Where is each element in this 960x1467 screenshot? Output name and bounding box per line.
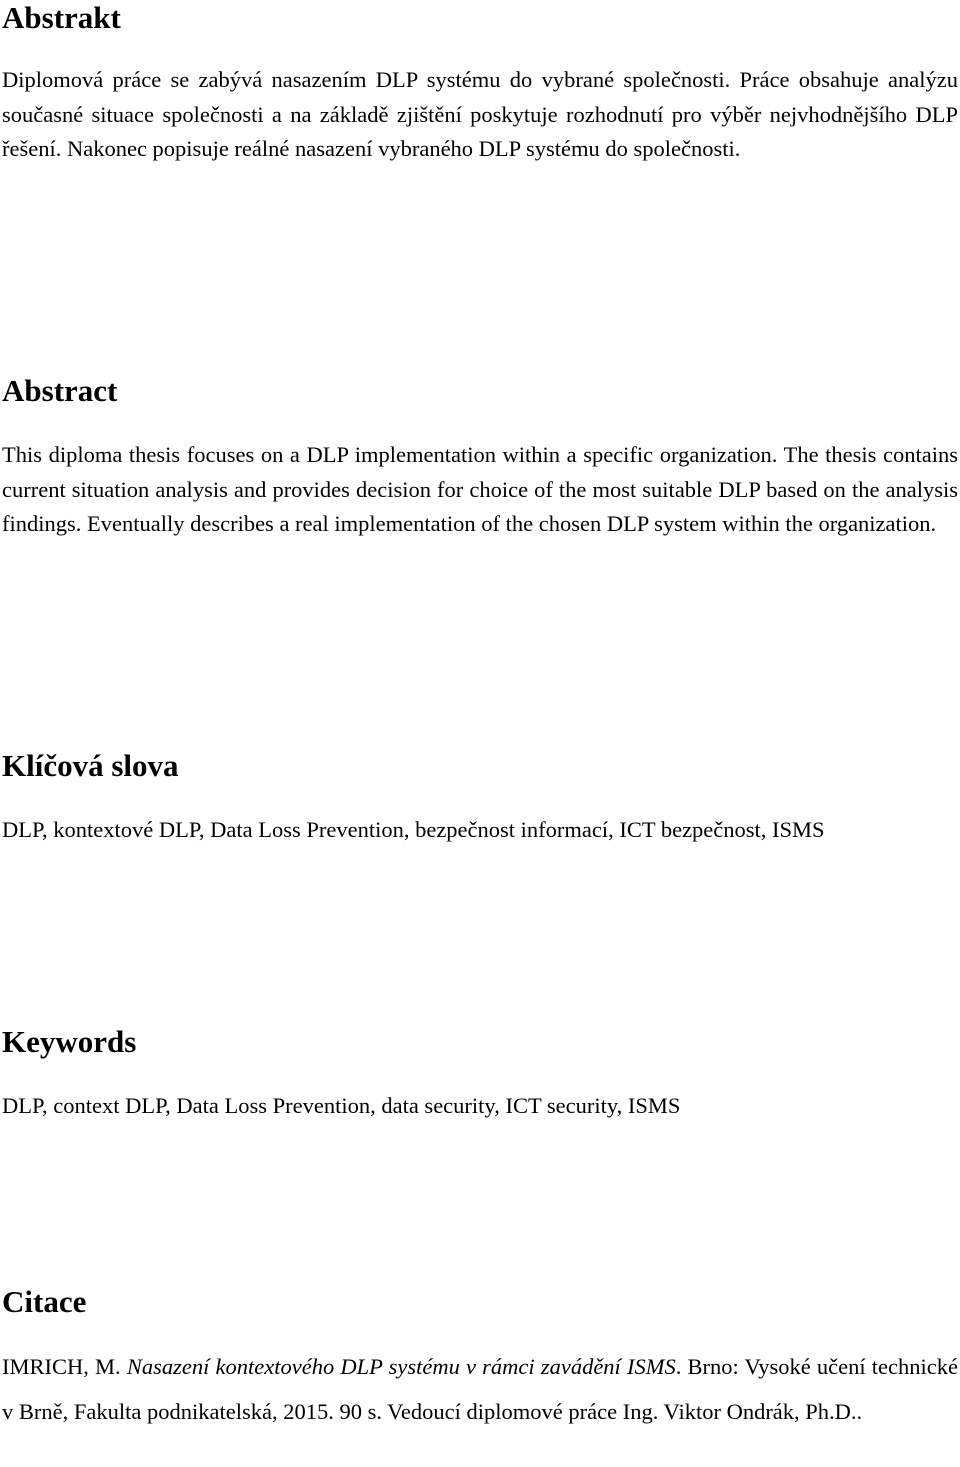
citation-title: Nasazení kontextového DLP systému v rámci zavádění ISMS — [126, 1354, 676, 1379]
citation-details: . Brno: Vysoké učení technické v Brně, Fakulta podnikatelská, 2015. 90 s. Vedoucí diplomové práce Ing. Viktor Ondrák, Ph.D.. — [2, 1354, 958, 1424]
abstrakt-paragraph: Diplomová práce se zabývá nasazením DLP systému do vybrané společnosti. Práce obsahuje analýzu současné situace společnosti a na základě zjištění poskytuje rozhodnutí pro výběr nejvhodnějšího DLP řešení. Nakonec popisuje reálné nasazení vybraného DLP systému do společnosti. — [2, 67, 958, 161]
abstract-paragraph: This diploma thesis focuses on a DLP implementation within a specific organization. The thesis contains current situation analysis and provides decision for choice of the most suitable DLP based on the analysis findings. Eventually describes a real implementation of the chosen DLP system within the organization. — [2, 442, 958, 536]
klicova-slova-list: DLP, kontextové DLP, Data Loss Prevention, bezpečnost informací, ICT bezpečnost, ISMS — [2, 817, 825, 842]
keywords-heading: Keywords — [2, 1024, 137, 1059]
citation-author: IMRICH, M. — [2, 1354, 127, 1379]
keywords-list: DLP, context DLP, Data Loss Prevention, data security, ICT security, ISMS — [2, 1093, 681, 1118]
citation-paragraph — [2, 1344, 958, 1434]
abstract-heading: Abstract — [2, 373, 118, 408]
abstrakt-heading: Abstrakt — [2, 0, 121, 35]
klicova-slova-heading: Klíčová slova — [2, 748, 179, 783]
citace-heading: Citace — [2, 1284, 87, 1319]
